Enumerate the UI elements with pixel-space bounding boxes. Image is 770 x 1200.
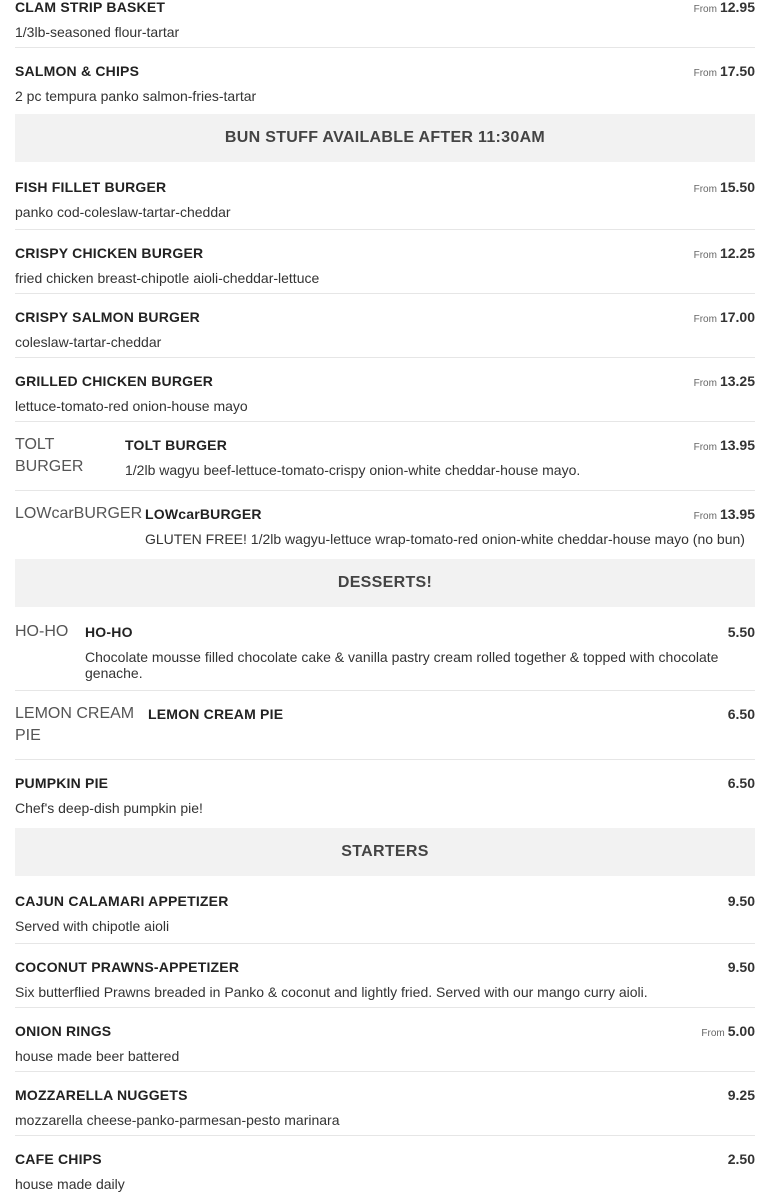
menu-item-body — [15, 0, 755, 47]
menu-item-salmon-chips[interactable] — [15, 48, 755, 114]
menu-item-body — [15, 774, 755, 828]
price-from-label: From — [693, 4, 717, 15]
item-description: mozzarella cheese-panko-parmesan-pesto marinara — [15, 1112, 340, 1128]
price-value: 13.95 — [719, 506, 755, 522]
item-description: house made daily — [15, 1176, 125, 1192]
menu-item-body — [15, 308, 755, 357]
item-name: SALMON & CHIPS — [15, 63, 140, 79]
price-value: 6.50 — [727, 706, 755, 722]
item-price — [725, 774, 755, 795]
price-from-label: From — [693, 250, 717, 261]
item-price — [701, 1022, 755, 1043]
item-image-placeholder: HO-HO — [15, 623, 69, 640]
item-description: panko cod-coleslaw-tartar-cheddar — [15, 204, 231, 220]
price-from-label: From — [693, 68, 717, 79]
item-name: LEMON CREAM PIE — [148, 706, 284, 722]
menu-item-body — [15, 372, 755, 421]
item-description: coleslaw-tartar-cheddar — [15, 334, 162, 350]
item-price — [694, 0, 755, 19]
menu-item-crispy-chicken-burger[interactable] — [15, 230, 755, 294]
item-price — [694, 436, 755, 457]
menu-item-mozzarella-nuggets[interactable] — [15, 1072, 755, 1136]
menu-item-body — [15, 1022, 755, 1071]
price-value: 12.25 — [719, 245, 755, 261]
menu-item-body — [15, 1150, 755, 1200]
price-value: 5.00 — [727, 1023, 755, 1039]
price-value: 12.95 — [719, 0, 755, 15]
menu-item-lowcar-burger[interactable] — [15, 491, 755, 559]
item-price — [694, 178, 755, 199]
item-description: fried chicken breast-chipotle aioli-cheddar-lettuce — [15, 270, 320, 286]
price-value: 9.50 — [727, 959, 755, 975]
item-name: PUMPKIN PIE — [15, 775, 109, 791]
item-price — [694, 62, 755, 83]
item-price — [725, 892, 755, 913]
item-name: TOLT BURGER — [125, 437, 228, 453]
price-value: 13.95 — [719, 437, 755, 453]
price-value: 13.25 — [719, 373, 755, 389]
menu-item-cafe-chips[interactable] — [15, 1136, 755, 1200]
section-heading-desserts: DESSERTS! — [15, 559, 755, 607]
menu-item-grilled-chicken-burger[interactable] — [15, 358, 755, 422]
menu-item-clam-strip-basket[interactable] — [15, 0, 755, 48]
price-from-label: From — [693, 314, 717, 325]
section-heading-bun-stuff: BUN STUFF AVAILABLE AFTER 11:30AM — [15, 114, 755, 162]
item-description: 2 pc tempura panko salmon-fries-tartar — [15, 88, 257, 104]
item-price — [694, 505, 755, 526]
price-from-label: From — [693, 442, 717, 453]
menu-item-body — [125, 436, 755, 490]
item-name: MOZZARELLA NUGGETS — [15, 1087, 188, 1103]
price-from-label: From — [693, 184, 717, 195]
menu-item-body — [15, 1086, 755, 1135]
item-name: CRISPY CHICKEN BURGER — [15, 245, 204, 261]
price-from-label: From — [701, 1028, 725, 1039]
price-value: 6.50 — [727, 775, 755, 791]
item-name: FISH FILLET BURGER — [15, 179, 167, 195]
menu-item-coconut-prawns[interactable] — [15, 944, 755, 1008]
price-value: 2.50 — [727, 1151, 755, 1167]
item-price — [725, 1150, 755, 1171]
price-from-label: From — [693, 511, 717, 522]
item-description: GLUTEN FREE! 1/2lb wagyu-lettuce wrap-tomato-red onion-white cheddar-house mayo (no bun) — [145, 531, 745, 547]
item-price — [725, 1086, 755, 1107]
price-value: 15.50 — [719, 179, 755, 195]
item-price — [725, 958, 755, 979]
menu-item-pumpkin-pie[interactable] — [15, 760, 755, 828]
item-name: CAFE CHIPS — [15, 1151, 102, 1167]
price-from-label: From — [693, 378, 717, 389]
price-value: 9.50 — [727, 893, 755, 909]
menu-item-body — [15, 62, 755, 114]
item-price — [694, 372, 755, 393]
item-description: Chocolate mousse filled chocolate cake & vanilla pastry cream rolled together & topped with chocolate genache. — [85, 649, 719, 681]
menu-item-body — [15, 178, 755, 229]
menu-item-cajun-calamari[interactable] — [15, 876, 755, 944]
menu-item-tolt-burger[interactable] — [15, 422, 755, 491]
item-price — [725, 705, 755, 726]
item-image-placeholder: LOWcarBURGER — [15, 505, 143, 522]
item-description: Served with chipotle aioli — [15, 918, 170, 934]
menu-item-fish-fillet-burger[interactable] — [15, 162, 755, 230]
item-price — [694, 244, 755, 265]
price-value: 17.50 — [719, 63, 755, 79]
price-value: 9.25 — [727, 1087, 755, 1103]
item-name: CLAM STRIP BASKET — [15, 0, 166, 15]
menu-item-ho-ho[interactable] — [15, 607, 755, 691]
item-name: LOWcarBURGER — [145, 506, 262, 522]
item-image-placeholder: LEMON CREAM PIE — [15, 705, 135, 744]
menu-item-lemon-cream-pie[interactable] — [15, 691, 755, 760]
item-description: Chef's deep-dish pumpkin pie! — [15, 800, 203, 816]
menu-item-body — [15, 244, 755, 293]
menu-item-body — [85, 623, 755, 690]
item-name: CRISPY SALMON BURGER — [15, 309, 200, 325]
price-value: 5.50 — [727, 624, 755, 640]
item-name: ONION RINGS — [15, 1023, 112, 1039]
menu-item-crispy-salmon-burger[interactable] — [15, 294, 755, 358]
section-heading-starters: STARTERS — [15, 828, 755, 876]
item-name: HO-HO — [85, 624, 133, 640]
item-image-placeholder: TOLT BURGER — [15, 436, 84, 475]
price-value: 17.00 — [719, 309, 755, 325]
item-name: CAJUN CALAMARI APPETIZER — [15, 893, 229, 909]
menu-item-body — [148, 705, 755, 759]
menu-item-body — [145, 505, 755, 559]
item-description: 1/3lb-seasoned flour-tartar — [15, 24, 180, 40]
menu-item-body — [15, 958, 755, 1007]
item-name: COCONUT PRAWNS-APPETIZER — [15, 959, 240, 975]
item-description: house made beer battered — [15, 1048, 180, 1064]
menu-list — [15, 0, 755, 1200]
menu-item-body — [15, 892, 755, 943]
item-description: 1/2lb wagyu beef-lettuce-tomato-crispy onion-white cheddar-house mayo. — [125, 462, 581, 478]
item-price — [694, 308, 755, 329]
item-name: GRILLED CHICKEN BURGER — [15, 373, 214, 389]
item-description: Six butterflied Prawns breaded in Panko & coconut and lightly fried. Served with our mango curry aioli. — [15, 984, 648, 1000]
item-description: lettuce-tomato-red onion-house mayo — [15, 398, 248, 414]
menu-item-onion-rings[interactable] — [15, 1008, 755, 1072]
item-price — [725, 623, 755, 644]
